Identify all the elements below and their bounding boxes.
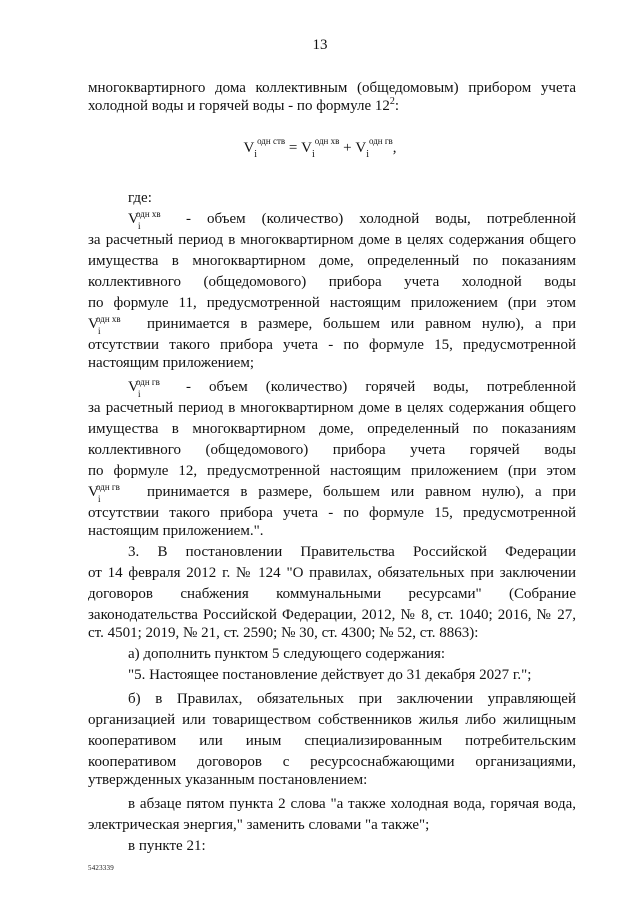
def2-line-2: за расчетный период в многоквартирном доме в целях содержания общего <box>88 400 576 416</box>
def1-line-3: имущества в многоквартирном доме, определенный по показаниям <box>88 253 576 269</box>
intro-line-2-end: : <box>394 98 400 114</box>
item-a-line-2: "5. Настоящее постановление действует до 31 декабря 2027 г."; <box>128 667 532 683</box>
item-b-line-2: организацией или товариществом собственников жилья либо жилищным <box>88 712 576 728</box>
formula-display <box>0 136 640 160</box>
def2-line-4: коллективного (общедомового) прибора учета горячей воды <box>88 442 576 458</box>
formula-end: , <box>392 140 397 156</box>
formula-equals: = <box>288 140 298 156</box>
document-code: 5423339 <box>88 864 114 872</box>
def1-line-2: за расчетный период в многоквартирном доме в целях содержания общего <box>88 232 576 248</box>
formula-term-hot: $V_i^{одн гв}$ <box>355 136 393 160</box>
def2-line-7: отсутствии такого прибора учета - по формуле 15, предусмотренной <box>88 505 576 521</box>
def2-line-6: принимается в размере, большем или равном нулю), а при <box>147 484 576 500</box>
item3-line-1: 3. В постановлении Правительства Российской Федерации <box>128 544 576 560</box>
item3-line-4: законодательства Российской Федерации, 2012, № 8, ст. 1040; 2016, № 27, <box>88 607 576 623</box>
where-label: где: <box>128 190 152 206</box>
def2-line-1: - объем (количество) горячей воды, потребленной <box>186 379 576 395</box>
def2-variable: V одн гв i <box>128 377 160 399</box>
formula-plus: + <box>343 140 352 156</box>
def1-line-4: коллективного (общедомового) прибора учета холодной воды <box>88 274 576 290</box>
def1-line-6: принимается в размере, большем или равном нулю), а при <box>147 316 576 332</box>
formula-number-superscript: 2 <box>389 96 395 107</box>
item-b-line-1: б) в Правилах, обязательных при заключении управляющей <box>128 691 576 707</box>
def1-line-1: - объем (количество) холодной воды, потребленной <box>186 211 576 227</box>
def2-line-3: имущества в многоквартирном доме, определенный по показаниям <box>88 421 576 437</box>
intro-line-2-text: холодной воды и горячей воды - по формуле 12 <box>88 98 390 114</box>
item-b-line-3: кооперативом или иным специализированным потребительским <box>88 733 576 749</box>
intro-line-2 <box>88 97 576 117</box>
formula-term-cold: $V_i^{одн хв}$ <box>301 136 340 160</box>
def1-inline-variable: V одн хв i <box>88 314 121 336</box>
def1-variable: V одн хв i <box>128 209 161 231</box>
def1-line-8: настоящим приложением; <box>88 355 254 371</box>
item-b-line-7: электрическая энергия," заменить словами "а также"; <box>88 817 430 833</box>
item-a-line-1: а) дополнить пунктом 5 следующего содержания: <box>128 646 446 662</box>
item-b-line-5: утвержденных указанным постановлением: <box>88 772 368 788</box>
def2-line-5: по формуле 12, предусмотренной настоящим приложением (при этом <box>88 463 576 479</box>
intro-line-1: многоквартирного дома коллективным (общедомовым) прибором учета <box>88 80 576 96</box>
item-b-line-8: в пункте 21: <box>128 838 206 854</box>
item-b-line-4: кооперативом договоров с ресурсоснабжающими организациями, <box>88 754 576 770</box>
formula-lhs: $V_i^{одн ств}$ <box>243 136 286 160</box>
item3-line-3: договоров снабжения коммунальными ресурсами" (Собрание <box>88 586 576 602</box>
item-b-line-6: в абзаце пятом пункта 2 слова "а также холодная вода, горячая вода, <box>128 796 576 812</box>
def2-line-8: настоящим приложением.". <box>88 523 264 539</box>
def1-line-7: отсутствии такого прибора учета - по формуле 15, предусмотренной <box>88 337 576 353</box>
def1-line-5: по формуле 11, предусмотренной настоящим приложением (при этом <box>88 295 576 311</box>
page-number: 13 <box>312 37 328 53</box>
item3-line-2: от 14 февраля 2012 г. № 124 "О правилах, обязательных при заключении <box>88 565 576 581</box>
def2-inline-variable: V одн гв i <box>88 482 120 504</box>
item3-line-5: ст. 4501; 2019, № 21, ст. 2590; № 30, ст. 4300; № 52, ст. 8863): <box>88 625 479 641</box>
